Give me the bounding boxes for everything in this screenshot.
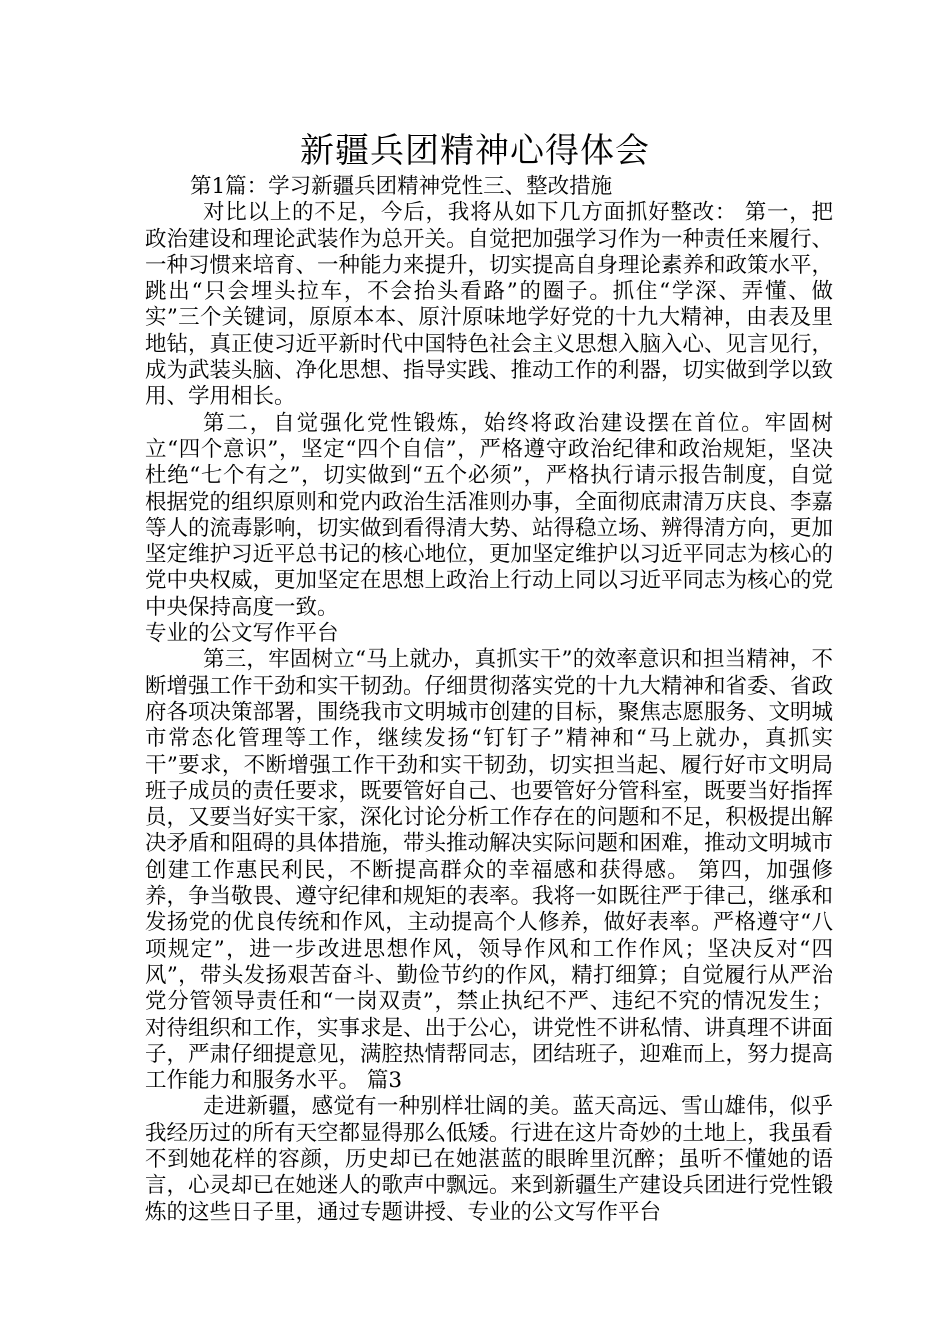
document-body: [145, 174, 833, 1226]
document-title: 新疆兵团精神心得体会: [300, 131, 650, 171]
section-heading: 第1篇：学习新疆兵团精神党性三、整改措施: [190, 174, 613, 199]
paragraph-rectification-intro: 对比以上的不足，今后，我将从如下几方面抓好整改： 第一，把政治建设和理论武装作为总开关。自觉把加强学习作为一种责任来履行、一种习惯来培育、一种能力来提升，切实提高自身理论素养和政策水平，跳出“只会埋头拉车，不会抬头看路”的圈子。抓住“学深、弄懂、做实”三个关键词，原原本本、原汁原味地学好党的十九大精神，由表及里地钻，真正使习近平新时代中国特色社会主义思想入脑入心、见言见行，成为武装头脑、净化思想、指导实践、推动工作的利器，切实做到学以致用、学用相长。: [145, 200, 834, 410]
platform-note: 专业的公文写作平台: [145, 621, 339, 647]
paragraph-party-spirit: 第二，自觉强化党性锻炼，始终将政治建设摆在首位。牢固树立“四个意识”，坚定“四个自信”，严格遵守政治纪律和政治规矩，坚决杜绝“七个有之”，切实做到“五个必须”，严格执行请示报告制度，自觉根据党的组织原则和党内政治生活准则办事，全面彻底肃清万庆良、李嘉等人的流毒影响，切实做到看得清大势、站得稳立场、辨得清方向，更加坚定维护习近平总书记的核心地位，更加坚定维护以习近平同志为核心的党中央权威，更加坚定在思想上政治上行动上同以习近平同志为核心的党中央保持高度一致。: [145, 410, 834, 620]
paragraph-efficiency: 第三，牢固树立“马上就办，真抓实干”的效率意识和担当精神，不断增强工作干劲和实干韧劲。仔细贯彻落实党的十九大精神和省委、省政府各项决策部署，围绕我市文明城市创建的目标，聚焦志愿服务、文明城市常态化管理等工作，继续发扬“钉钉子”精神和“马上就办，真抓实干”要求，不断增强工作干劲和实干韧劲，切实担当起、履行好市文明局班子成员的责任要求，既要管好自己、也要管好分管科室，既要当好指挥员，又要当好实干家，深化讨论分析工作存在的问题和不足，积极提出解决矛盾和阻碍的具体措施，带头推动解决实际问题和困难，推动文明城市创建工作惠民利民，不断提高群众的幸福感和获得感。 第四，加强修养，争当敬畏、遵守纪律和规矩的表率。我将一如既往严于律己，继承和发扬党的优良传统和作风，主动提高个人修养，做好表率。严格遵守“八项规定”，进一步改进思想作风，领导作风和工作作风；坚决反对“四风”，带头发扬艰苦奋斗、勤俭节约的作风，精打细算；自觉履行从严治党分管领导责任和“一岗双责”，禁止执纪不严、违纪不究的情况发生；对待组织和工作，实事求是、出于公心，讲党性不讲私情、讲真理不讲面子，严肃仔细提意见，满腔热情帮同志，团结班子，迎难而上，努力提高工作能力和服务水平。 篇3: [145, 647, 834, 1094]
paragraph-xinjiang: 走进新疆，感觉有一种别样壮阔的美。蓝天高远、雪山雄伟，似乎我经历过的所有天空都显得那么低矮。行进在这片奇妙的土地上，我虽看不到她花样的容颜，历史却已在她湛蓝的眼眸里沉醉；虽听不懂她的语言，心灵却已在她迷人的歌声中飘远。来到新疆生产建设兵团进行党性锻炼的这些日子里，通过专题讲授、专业的公文写作平台: [145, 1094, 834, 1225]
